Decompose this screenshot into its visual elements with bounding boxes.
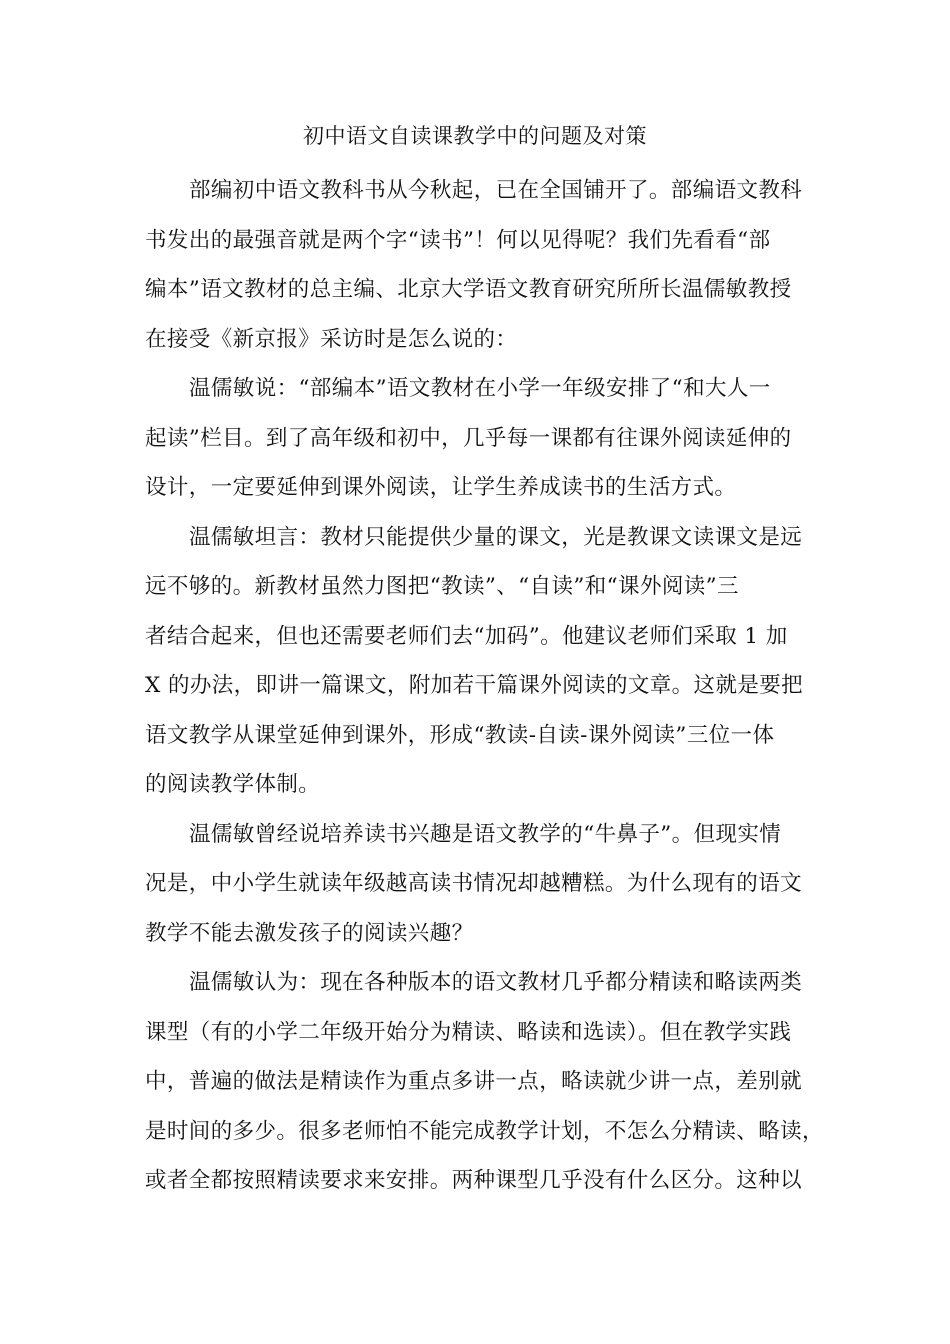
text-line: 起读”栏目。到了高年级和初中，几乎每一课都有往课外阅读延伸的: [145, 425, 792, 451]
text-line: 是时间的多少。很多老师怕不能完成教学计划，不怎么分精读、略读，: [145, 1118, 824, 1144]
text-line: X 的办法，即讲一篇课文，附加若干篇课外阅读的文章。这就是要把: [145, 673, 804, 698]
paragraph-4: [145, 810, 805, 959]
text-line: 温儒敏认为：现在各种版本的语文教材几乎都分精读和略读两类: [189, 970, 803, 995]
paragraph-3: [145, 513, 805, 810]
text-line: 况是，中小学生就读年级越高读书情况却越糟糕。为什么现有的语文: [145, 871, 803, 896]
text-line: 远不够的。新教材虽然力图把“教读”、“自读”和“课外阅读”三: [145, 574, 739, 599]
text-line: 温儒敏坦言：教材只能提供少量的课文，光是教课文读课文是远: [189, 524, 803, 550]
text-line: 课型（有的小学二年级开始分为精读、略读和选读）。但在教学实践: [145, 1019, 792, 1045]
text-line: 中，普遍的做法是精读作为重点多讲一点，略读就少讲一点，差别就: [145, 1069, 803, 1094]
document-title: 初中语文自读课教学中的问题及对策: [303, 124, 647, 148]
paragraph-2: [145, 364, 805, 513]
text-line: 温儒敏曾经说培养读书兴趣是语文教学的“牛鼻子”。但现实情: [189, 821, 782, 847]
text-line: 者结合起来，但也还需要老师们去“加码”。他建议老师们采取 1 加: [145, 623, 788, 649]
paragraph-5: [145, 958, 824, 1206]
text-line: 设计，一定要延伸到课外阅读，让学生养成读书的生活方式。: [145, 475, 737, 500]
text-line: 编本”语文教材的总主编、北京大学语文教育研究所所长温儒敏教授: [145, 277, 792, 302]
paragraph-1: [145, 166, 805, 364]
text-line: 书发出的最强音就是两个字“读书”！何以见得呢？我们先看看“部: [145, 227, 771, 253]
text-line: 语文教学从课堂延伸到课外，形成“教读-自读-课外阅读”三位一体: [145, 722, 775, 748]
text-line: 或者全都按照精读要求来安排。两种课型几乎没有什么区分。这种以: [145, 1168, 803, 1193]
text-line: 教学不能去激发孩子的阅读兴趣？: [145, 920, 474, 946]
document-body: [145, 166, 824, 1206]
text-line: 的阅读教学体制。: [145, 772, 321, 797]
text-line: 在接受《新京报》采访时是怎么说的：: [145, 326, 518, 352]
text-line: 温儒敏说：“部编本”语文教材在小学一年级安排了“和大人一: [189, 376, 771, 401]
text-line: 部编初中语文教科书从今秋起，已在全国铺开了。部编语文教科: [189, 178, 803, 203]
